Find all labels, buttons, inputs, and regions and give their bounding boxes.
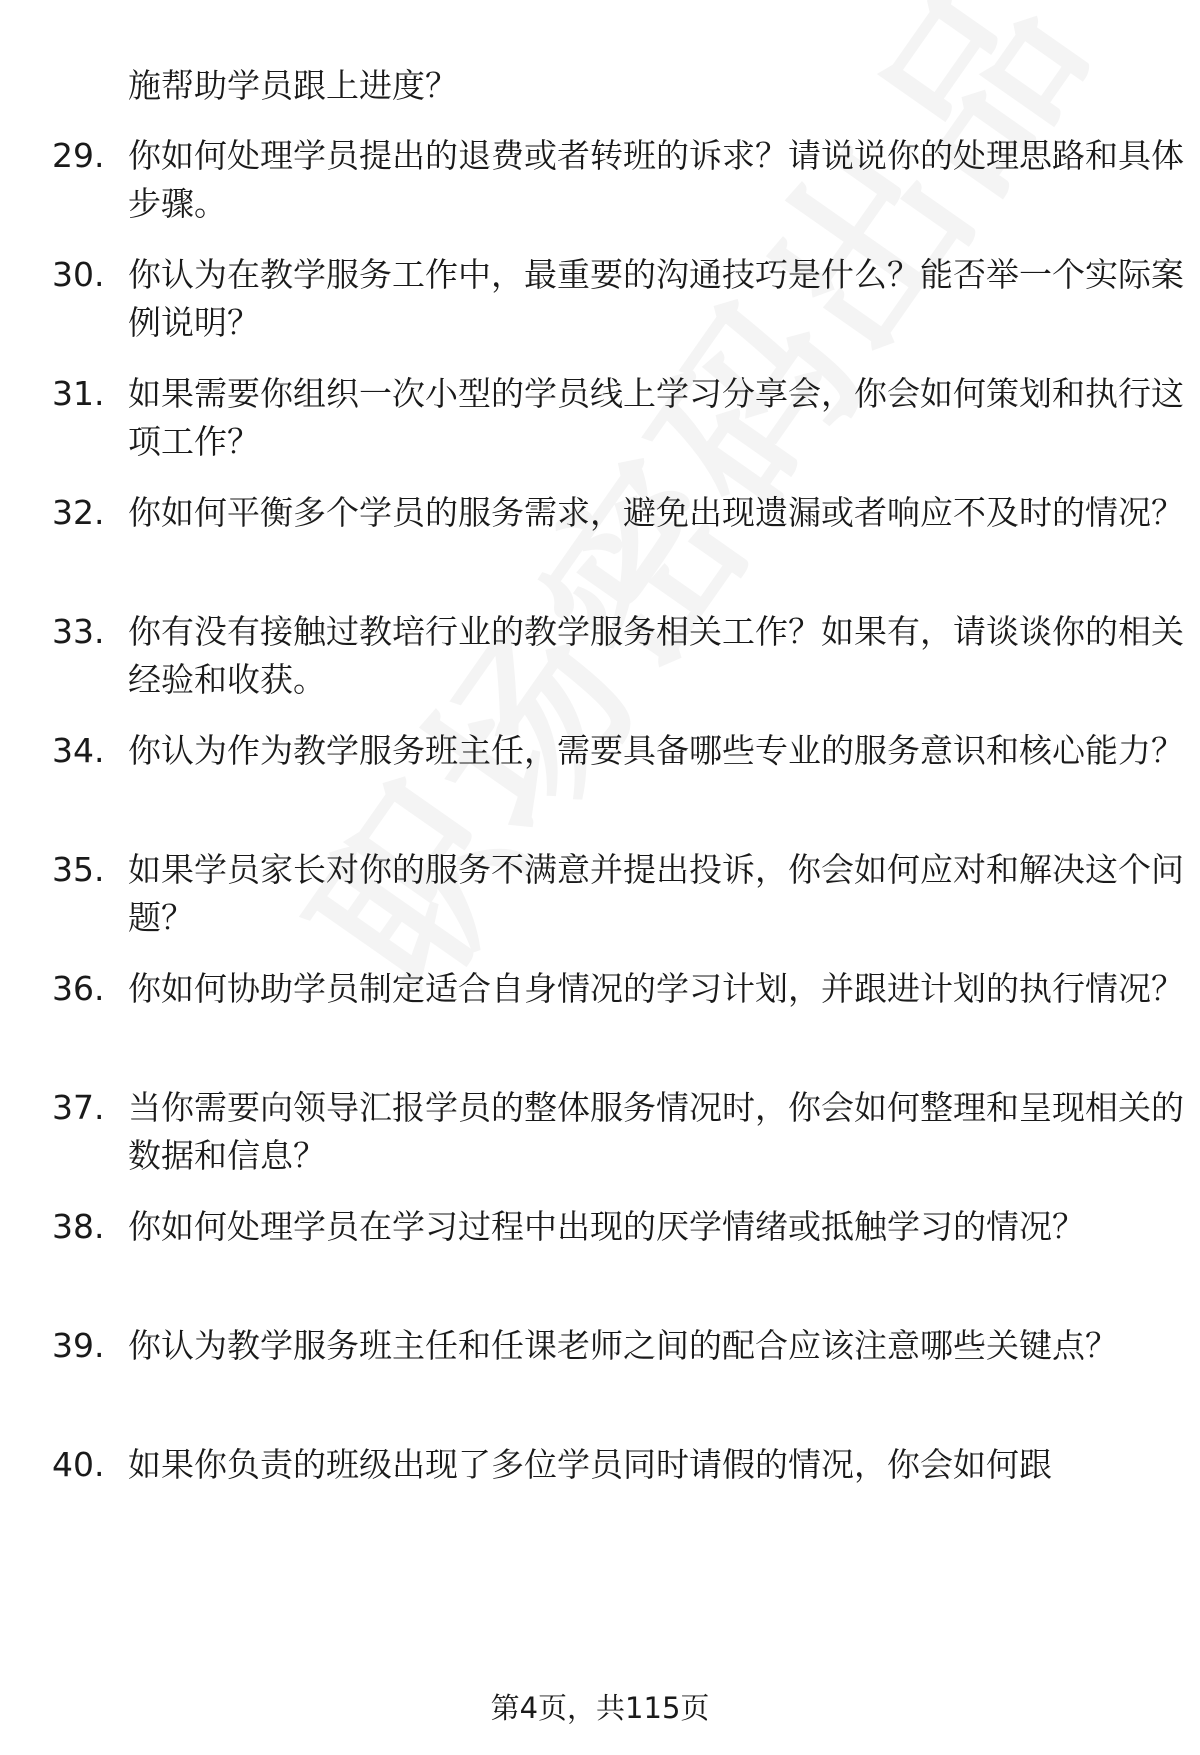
question-text: 你有没有接触过教培行业的教学服务相关工作？如果有，请谈谈你的相关经验和收获。 <box>128 612 1184 699</box>
question-number: 32. <box>52 493 105 532</box>
question-text: 如果学员家长对你的服务不满意并提出投诉，你会如何应对和解决这个问题？ <box>128 850 1184 937</box>
question-number: 37. <box>52 1088 105 1127</box>
question-number: 34. <box>52 731 105 770</box>
question-text: 当你需要向领导汇报学员的整体服务情况时，你会如何整理和呈现相关的数据和信息？ <box>128 1088 1184 1175</box>
question-text: 你如何协助学员制定适合自身情况的学习计划，并跟进计划的执行情况？ <box>128 969 1184 1008</box>
continuation-text: 施帮助学员跟上进度？ <box>128 66 458 105</box>
question-text: 你如何平衡多个学员的服务需求，避免出现遗漏或者响应不及时的情况？ <box>128 493 1184 532</box>
question-text: 你认为作为教学服务班主任，需要具备哪些专业的服务意识和核心能力？ <box>128 731 1184 770</box>
question-text: 如果你负责的班级出现了多位学员同时请假的情况，你会如何跟 <box>128 1445 1052 1484</box>
question-number: 38. <box>52 1207 105 1246</box>
page-footer: 第4页，共115页 <box>490 1691 710 1725</box>
question-number: 40. <box>52 1445 105 1484</box>
question-text: 你认为教学服务班主任和任课老师之间的配合应该注意哪些关键点？ <box>128 1326 1118 1365</box>
question-number: 31. <box>52 374 105 413</box>
question-number: 36. <box>52 969 105 1008</box>
question-text: 你认为在教学服务工作中，最重要的沟通技巧是什么？能否举一个实际案例说明？ <box>128 255 1184 342</box>
question-number: 39. <box>52 1326 105 1365</box>
question-text: 你如何处理学员提出的退费或者转班的诉求？请说说你的处理思路和具体步骤。 <box>128 136 1184 223</box>
question-number: 29. <box>52 136 105 175</box>
question-text: 如果需要你组织一次小型的学员线上学习分享会，你会如何策划和执行这项工作？ <box>128 374 1184 461</box>
question-number: 33. <box>52 612 105 651</box>
question-number: 35. <box>52 850 105 889</box>
question-text: 你如何处理学员在学习过程中出现的厌学情绪或抵触学习的情况？ <box>128 1207 1085 1246</box>
question-number: 30. <box>52 255 105 294</box>
